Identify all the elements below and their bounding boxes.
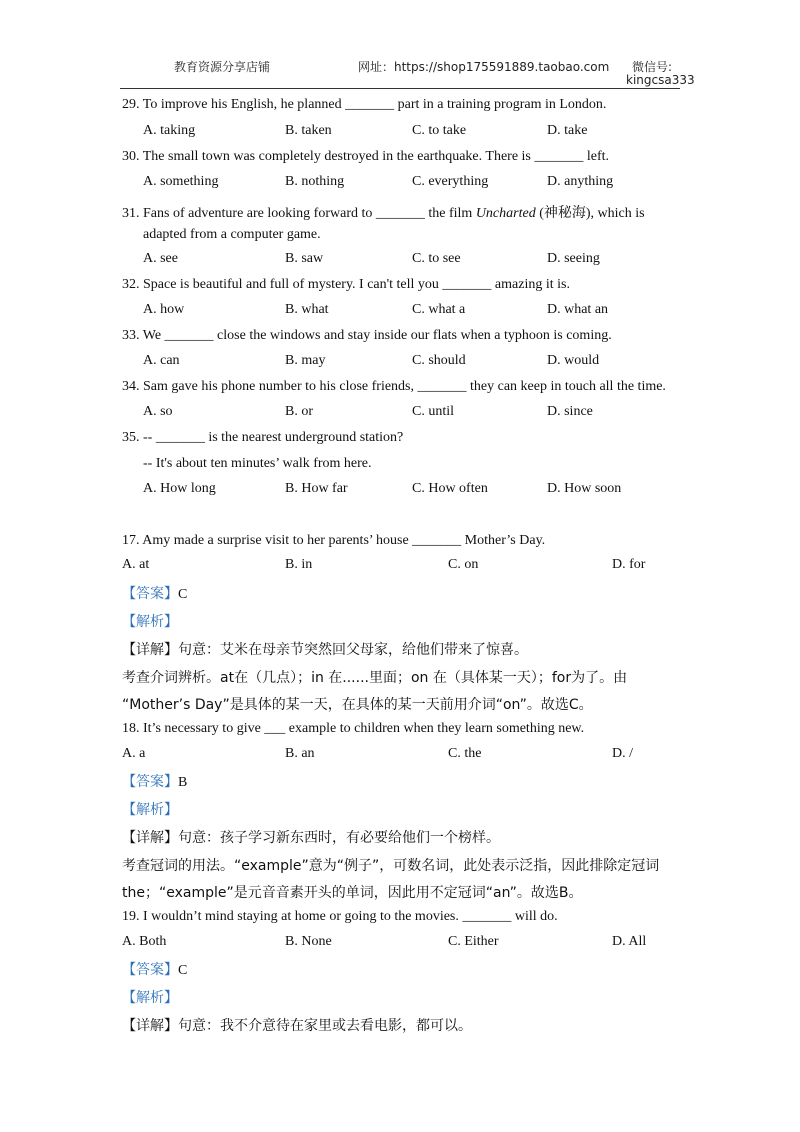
q33-option-b: B. may [285, 353, 326, 368]
q31-film-title: Uncharted [475, 206, 536, 221]
q30-option-a: A. something [143, 174, 219, 189]
wechat-id: kingcsa333 [626, 73, 695, 87]
q17-option-d: D. for [612, 557, 646, 572]
question-34-stem: 34. Sam gave his phone number to his close friends, _______ they can keep in touch all the time. [122, 379, 666, 394]
header-divider [120, 88, 680, 89]
q18-explain-line1: 考查冠词的用法。“example”意为“例子”，可数名词，此处表示泛指，因此排除定冠词 [122, 858, 660, 874]
q35-option-a: A. How long [143, 481, 216, 496]
q29-option-c: C. to take [412, 123, 467, 138]
q35-option-b: B. How far [285, 481, 348, 496]
q31-option-b: B. saw [285, 251, 324, 266]
q18-option-d: D. / [612, 746, 633, 761]
detail-tag: 【详解】 [122, 1018, 178, 1034]
q18-answer [122, 771, 187, 791]
question-31-stem-line2: adapted from a computer game. [143, 227, 321, 242]
q17-detail [122, 639, 528, 659]
q34-option-a: A. so [143, 404, 173, 419]
q19-answer [122, 959, 187, 979]
question-35-reply: -- It's about ten minutes’ walk from here. [143, 456, 372, 471]
q18-explain-line2: the；“example”是元音音素开头的单词，因此用不定冠词“an”。故选B。 [122, 885, 583, 901]
answer-value: C [178, 587, 188, 602]
q35-option-c: C. How often [412, 481, 488, 496]
question-31-stem [122, 202, 680, 222]
q32-option-c: C. what a [412, 302, 466, 317]
question-33-stem: 33. We _______ close the windows and stay inside our flats when a typhoon is coming. [122, 328, 612, 343]
q31-stem-part-b: (神秘海), which is [535, 206, 645, 221]
q18-option-c: C. the [448, 746, 482, 761]
q17-answer [122, 583, 187, 603]
detail-text: 句意：我不介意待在家里或去看电影，都可以。 [178, 1018, 472, 1034]
q19-option-b: B. None [285, 934, 332, 949]
q18-detail [122, 827, 500, 847]
question-30-stem: 30. The small town was completely destroyed in the earthquake. There is _______ left. [122, 149, 610, 164]
answer-tag: 【答案】 [122, 586, 178, 602]
q34-option-b: B. or [285, 404, 313, 419]
wechat-label: 微信号: [632, 60, 673, 74]
question-32-stem: 32. Space is beautiful and full of mystery. I can't tell you _______ amazing it is. [122, 277, 570, 292]
question-29-stem: 29. To improve his English, he planned _______ part in a training program in London. [122, 97, 607, 112]
answer-value: B [178, 775, 188, 790]
answer-tag: 【答案】 [122, 774, 178, 790]
q32-option-b: B. what [285, 302, 329, 317]
q35-option-d: D. How soon [547, 481, 622, 496]
shop-name: 教育资源分享店铺 [174, 60, 271, 74]
q32-option-d: D. what an [547, 302, 609, 317]
question-18-stem: 18. It’s necessary to give ___ example to children when they learn something new. [122, 721, 585, 736]
q30-option-d: D. anything [547, 174, 614, 189]
q17-explain-line2: “Mother’s Day”是具体的某一天，在具体的某一天前用介词“on”。故选C。 [122, 697, 593, 713]
q18-option-b: B. an [285, 746, 315, 761]
q33-option-a: A. can [143, 353, 180, 368]
q34-option-c: C. until [412, 404, 455, 419]
q30-option-c: C. everything [412, 174, 489, 189]
q17-option-a: A. at [122, 557, 150, 572]
question-19-stem: 19. I wouldn’t mind staying at home or going to the movies. _______ will do. [122, 909, 558, 924]
detail-text: 句意：艾米在母亲节突然回父母家，给他们带来了惊喜。 [178, 642, 528, 658]
q31-option-d: D. seeing [547, 251, 600, 266]
q19-option-d: D. All [612, 934, 647, 949]
detail-tag: 【详解】 [122, 642, 178, 658]
q32-option-a: A. how [143, 302, 185, 317]
q30-option-b: B. nothing [285, 174, 345, 189]
q34-option-d: D. since [547, 404, 593, 419]
q29-option-b: B. taken [285, 123, 332, 138]
q17-analysis-tag: 【解析】 [122, 614, 178, 630]
q19-analysis-tag: 【解析】 [122, 990, 178, 1006]
detail-tag: 【详解】 [122, 830, 178, 846]
q33-option-d: D. would [547, 353, 600, 368]
question-17-stem: 17. Amy made a surprise visit to her parents’ house _______ Mother’s Day. [122, 533, 546, 548]
detail-text: 句意：孩子学习新东西时，有必要给他们一个榜样。 [178, 830, 500, 846]
answer-value: C [178, 963, 188, 978]
q31-stem-part-a: 31. Fans of adventure are looking forward to _______ the film [122, 206, 476, 221]
q19-detail [122, 1015, 472, 1035]
q18-option-a: A. a [122, 746, 146, 761]
q18-analysis-tag: 【解析】 [122, 802, 178, 818]
question-35-stem: 35. -- _______ is the nearest underground station? [122, 430, 404, 445]
q33-option-c: C. should [412, 353, 466, 368]
answer-tag: 【答案】 [122, 962, 178, 978]
q31-option-c: C. to see [412, 251, 461, 266]
q17-option-b: B. in [285, 557, 313, 572]
q19-option-c: C. Either [448, 934, 499, 949]
q17-option-c: C. on [448, 557, 479, 572]
q31-option-a: A. see [143, 251, 178, 266]
shop-url[interactable]: 网址：https://shop175591889.taobao.com [358, 60, 610, 74]
q17-explain-line1: 考查介词辨析。at在（几点）；in 在......里面；on 在（具体某一天）；for为了。由 [122, 670, 628, 686]
q19-option-a: A. Both [122, 934, 167, 949]
q29-option-a: A. taking [143, 123, 196, 138]
q29-option-d: D. take [547, 123, 588, 138]
